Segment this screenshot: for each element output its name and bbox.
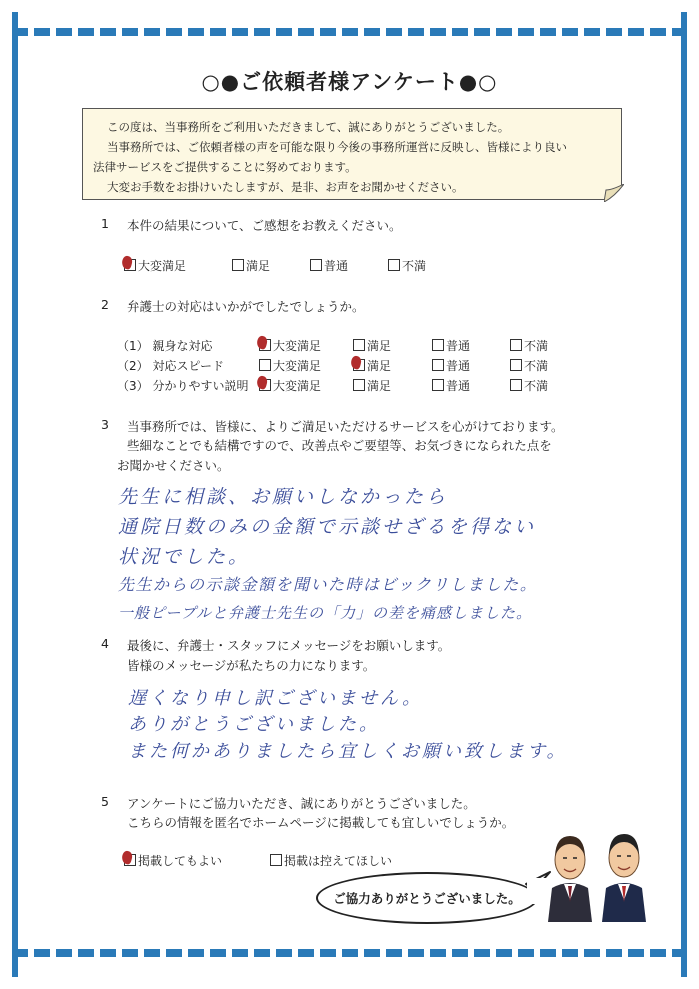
q2-row1-normal[interactable]: 普通 xyxy=(432,337,470,354)
intro-line: 大変お手数をお掛けいたしますが、是非、お声をお聞かせください。 xyxy=(107,180,464,194)
q5-line: こちらの情報を匿名でホームページに掲載しても宜しいでしょうか。 xyxy=(127,815,515,830)
checkbox-icon xyxy=(510,339,522,351)
checkbox-checked-icon xyxy=(124,854,136,866)
q3-line: 当事務所では、皆様に、よりご満足いただけるサービスを心がけております。 xyxy=(127,419,564,434)
q3-handwritten-line: 通院日数のみの金額で示談せざるを得ない xyxy=(118,516,537,538)
q4-handwritten-line: ありがとうございました。 xyxy=(128,714,380,735)
survey-title: ○●ご依頼者様アンケート●○ xyxy=(201,70,498,94)
checkbox-icon xyxy=(432,379,444,391)
q4-number: 4 xyxy=(101,636,109,651)
checkbox-checked-icon xyxy=(259,379,271,391)
closing-message: ご協力ありがとうございました。 xyxy=(333,891,521,906)
checkbox-checked-icon xyxy=(124,259,136,271)
q1-option-satisfied[interactable]: 満足 xyxy=(232,257,270,274)
q2-row2-very-satisfied[interactable]: 大変満足 xyxy=(259,357,321,374)
q2-row1-very-satisfied[interactable]: 大変満足 xyxy=(259,337,321,354)
q4-handwritten-line: 遅くなり申し訳ございません。 xyxy=(128,688,424,709)
q2-row-label: （1） 親身な対応 xyxy=(117,339,213,353)
checkbox-icon xyxy=(259,359,271,371)
q2-question: 弁護士の対応はいかがでしたでしょうか。 xyxy=(127,299,365,314)
q3-handwritten-line: 一般ピープルと弁護士先生の「力」の差を痛感しました。 xyxy=(118,604,533,622)
q2-row3-satisfied[interactable]: 満足 xyxy=(353,377,391,394)
q2-row-label: （2） 対応スピード xyxy=(117,359,224,373)
checkbox-icon xyxy=(510,359,522,371)
q5-option-allow[interactable]: 掲載してもよい xyxy=(124,852,222,869)
q5-option-decline[interactable]: 掲載は控えてほしい xyxy=(270,852,392,869)
intro-line: 当事務所では、ご依頼者様の声を可能な限り今後の事務所運営に反映し、皆様により良い xyxy=(107,140,567,154)
checkbox-icon xyxy=(353,339,365,351)
intro-line: 法律サービスをご提供することに努めております。 xyxy=(93,160,357,174)
q1-question: 本件の結果について、ご感想をお教えください。 xyxy=(127,218,402,233)
intro-box xyxy=(82,108,622,200)
intro-line: この度は、当事務所をご利用いただきまして、誠にありがとうございました。 xyxy=(107,120,510,134)
q2-row2-normal[interactable]: 普通 xyxy=(432,357,470,374)
q5-number: 5 xyxy=(101,794,109,809)
q2-number: 2 xyxy=(101,297,109,312)
q2-row2-satisfied[interactable]: 満足 xyxy=(353,357,391,374)
checkbox-checked-icon xyxy=(259,339,271,351)
checkbox-icon xyxy=(510,379,522,391)
q2-row-label: （3） 分かりやすい説明 xyxy=(117,379,249,393)
closing-bubble xyxy=(316,872,538,924)
bottom-dashed-border xyxy=(12,949,687,957)
q3-handwritten-line: 先生からの示談金額を聞いた時はビックリしました。 xyxy=(118,575,538,594)
q3-line: お聞かせください。 xyxy=(117,458,230,473)
q3-number: 3 xyxy=(101,417,109,432)
q2-row3-dissatisfied[interactable]: 不満 xyxy=(510,377,548,394)
q3-line: 些細なことでも結構ですので、改善点やご要望等、お気づきになられた点を xyxy=(127,438,552,453)
page-curl-icon xyxy=(604,184,624,202)
checkbox-icon xyxy=(432,359,444,371)
q5-line: アンケートにご協力いただき、誠にありがとうございました。 xyxy=(127,796,476,811)
q2-row3-normal[interactable]: 普通 xyxy=(432,377,470,394)
q3-handwritten-line: 状況でした。 xyxy=(118,546,251,568)
q1-option-normal[interactable]: 普通 xyxy=(310,257,348,274)
q4-handwritten-line: また何かありましたら宜しくお願い致します。 xyxy=(128,741,568,762)
q4-line: 最後に、弁護士・スタッフにメッセージをお願いします。 xyxy=(127,638,451,653)
q2-row1-dissatisfied[interactable]: 不満 xyxy=(510,337,548,354)
q2-row1-satisfied[interactable]: 満足 xyxy=(353,337,391,354)
checkbox-icon xyxy=(270,854,282,866)
checkbox-icon xyxy=(432,339,444,351)
checkbox-checked-icon xyxy=(353,359,365,371)
q1-option-very-satisfied[interactable]: 大変満足 xyxy=(124,257,186,274)
q4-line: 皆様のメッセージが私たちの力になります。 xyxy=(127,658,376,673)
checkbox-icon xyxy=(353,379,365,391)
q1-option-dissatisfied[interactable]: 不満 xyxy=(388,257,426,274)
q2-row3-very-satisfied[interactable]: 大変満足 xyxy=(259,377,321,394)
checkbox-icon xyxy=(388,259,400,271)
q3-handwritten-line: 先生に相談、お願いしなかったら xyxy=(118,486,449,508)
lawyers-illustration-icon xyxy=(540,822,660,922)
q2-row2-dissatisfied[interactable]: 不満 xyxy=(510,357,548,374)
top-dashed-border xyxy=(12,28,687,36)
q1-number: 1 xyxy=(101,216,109,231)
checkbox-icon xyxy=(232,259,244,271)
checkbox-icon xyxy=(310,259,322,271)
